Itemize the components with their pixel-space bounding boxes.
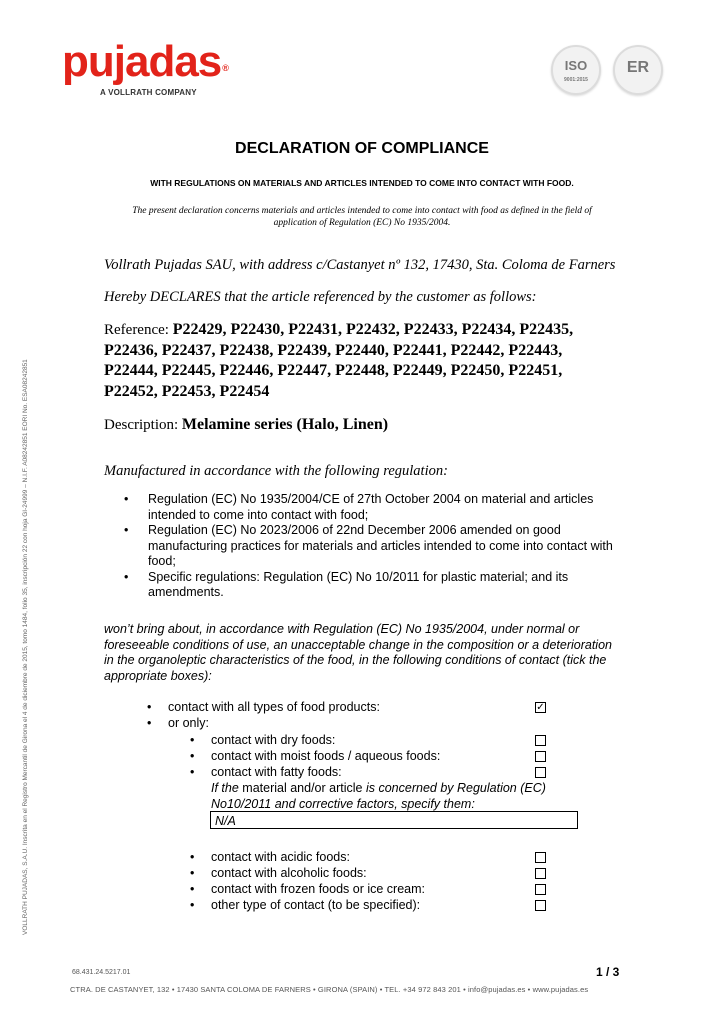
contact-other-row bbox=[0, 897, 724, 913]
contact-alcoholic-label: contact with alcoholic foods: bbox=[211, 866, 367, 880]
regulation-item: • Specific regulations: Regulation (EC) No 10/2011 for plastic material; and its amendments. bbox=[120, 570, 620, 601]
bullet: • bbox=[147, 716, 152, 730]
contact-moist-checkbox[interactable] bbox=[535, 751, 546, 762]
logo-tagline: A VOLLRATH COMPANY bbox=[100, 88, 197, 97]
contact-dry-row bbox=[0, 732, 724, 748]
description-value: Melamine series (Halo, Linen) bbox=[181, 416, 389, 433]
er-badge-label: ER bbox=[626, 59, 650, 76]
contact-moist-row bbox=[0, 748, 724, 764]
conditions-paragraph: won’t bring about, in accordance with Regulation (EC) No 1935/2004, under normal or foreseeable conditions of use, an unacceptable change in the composition or a deterioration in the organoleptic characteristics of the food, in the following conditions of contact (tick the appropriate boxes): bbox=[104, 622, 612, 683]
contact-frozen-checkbox[interactable] bbox=[535, 884, 546, 895]
manufactured-line: Manufactured in accordance with the following regulation: bbox=[104, 463, 448, 479]
bullet: • bbox=[147, 700, 152, 714]
company-line: Vollrath Pujadas SAU, with address c/Castanyet nº 132, 17430, Sta. Coloma de Farners bbox=[104, 257, 616, 273]
fatty-note bbox=[211, 781, 571, 812]
or-only-label: or only: bbox=[168, 716, 209, 730]
contact-alcoholic-checkbox[interactable] bbox=[535, 868, 546, 879]
reference-value: P22429, P22430, P22431, P22432, P22433, P22434, P22435, P22436, P22437, P22438, P22439, P22440, P22441, P22442, P22443, P22444, P22445, P22446, P22447, P22448, P22449, P22450, P22451, P22452, P22453, P22454 bbox=[104, 321, 574, 400]
intro-paragraph: The present declaration concerns materials and articles intended to come into contact with food as defined in the field of application of Regulation (EC) No 1935/2004. bbox=[132, 206, 592, 228]
contact-other-checkbox[interactable] bbox=[535, 900, 546, 911]
fatty-note-part: If the bbox=[211, 781, 239, 795]
contact-acidic-checkbox[interactable] bbox=[535, 852, 546, 863]
registry-side-text: VOLLRATH PUJADAS, S.A.U. Inscrita en el Registro Mercantil de Girona el 4 de diciembre de 2015, tomo 1484, folio 35, inscripción 22 con hoja GI-24999 – N.I.F. A08242851 EORI No. ESA08242851 bbox=[22, 359, 29, 935]
contact-fatty-checkbox[interactable] bbox=[535, 767, 546, 778]
page-number: 1 / 3 bbox=[596, 965, 620, 979]
reference-label: Reference: bbox=[104, 322, 169, 338]
regulation-item: • Regulation (EC) No 1935/2004/CE of 27th October 2004 on material and articles intended to come into contact with food; bbox=[120, 492, 620, 523]
logo-registered-mark: ® bbox=[222, 63, 228, 73]
bullet: • bbox=[190, 898, 195, 912]
contact-moist-label: contact with moist foods / aqueous foods: bbox=[211, 749, 441, 763]
document-subtitle: WITH REGULATIONS ON MATERIALS AND ARTICLES INTENDED TO COME INTO CONTACT WITH FOOD. bbox=[150, 178, 574, 188]
contact-all-checkbox[interactable]: ✓ bbox=[536, 702, 545, 713]
bullet: • bbox=[190, 765, 195, 779]
contact-dry-label: contact with dry foods: bbox=[211, 733, 336, 747]
description-label: Description: bbox=[104, 417, 179, 433]
iso-badge bbox=[551, 45, 601, 95]
regulation-item: • Regulation (EC) No 2023/2006 of 22nd December 2006 amended on good manufacturing practices for materials and articles intended to come into contact with food; bbox=[120, 523, 620, 570]
contact-frozen-label: contact with frozen foods or ice cream: bbox=[211, 882, 425, 896]
pujadas-logo bbox=[62, 37, 228, 86]
contact-all-label: contact with all types of food products: bbox=[168, 700, 380, 714]
contact-frozen-row bbox=[0, 881, 724, 897]
iso-badge-label: ISO bbox=[564, 58, 588, 73]
contact-acidic-row bbox=[0, 849, 724, 865]
bullet: • bbox=[190, 749, 195, 763]
bullet: • bbox=[190, 866, 195, 880]
contact-other-label: other type of contact (to be specified): bbox=[211, 898, 421, 912]
logo-word: pujadas bbox=[62, 37, 222, 86]
bullet: • bbox=[190, 882, 195, 896]
contact-fatty-row bbox=[0, 764, 724, 780]
description-block bbox=[104, 416, 388, 434]
footer-address: CTRA. DE CASTANYET, 132 • 17430 SANTA COLOMA DE FARNERS • GIRONA (SPAIN) • TEL. +34 972 843 201 • info@pujadas.es • www.pujadas.es bbox=[70, 985, 589, 994]
contact-dry-checkbox[interactable] bbox=[535, 735, 546, 746]
contact-acidic-label: contact with acidic foods: bbox=[211, 850, 350, 864]
reference-block bbox=[104, 320, 604, 402]
fatty-note-part: is concerned by Regulation (EC) No10/2011 and corrective factors, specify them: bbox=[211, 781, 546, 811]
contact-all-row bbox=[0, 699, 724, 715]
corrective-factors-field[interactable]: N/A bbox=[210, 811, 578, 829]
er-badge bbox=[613, 45, 663, 95]
regulations-list bbox=[120, 492, 620, 601]
document-title: DECLARATION OF COMPLIANCE bbox=[235, 140, 489, 157]
bullet: • bbox=[190, 850, 195, 864]
fatty-note-part: material and/or article bbox=[242, 781, 363, 795]
contact-alcoholic-row bbox=[0, 865, 724, 881]
contact-fatty-label: contact with fatty foods: bbox=[211, 765, 342, 779]
document-code: 68.431.24.5217.01 bbox=[72, 969, 131, 976]
iso-badge-sub: 9001:2015 bbox=[564, 77, 588, 83]
declares-line: Hereby DECLARES that the article referenced by the customer as follows: bbox=[104, 289, 537, 305]
bullet: • bbox=[190, 733, 195, 747]
or-only-row bbox=[0, 715, 724, 731]
